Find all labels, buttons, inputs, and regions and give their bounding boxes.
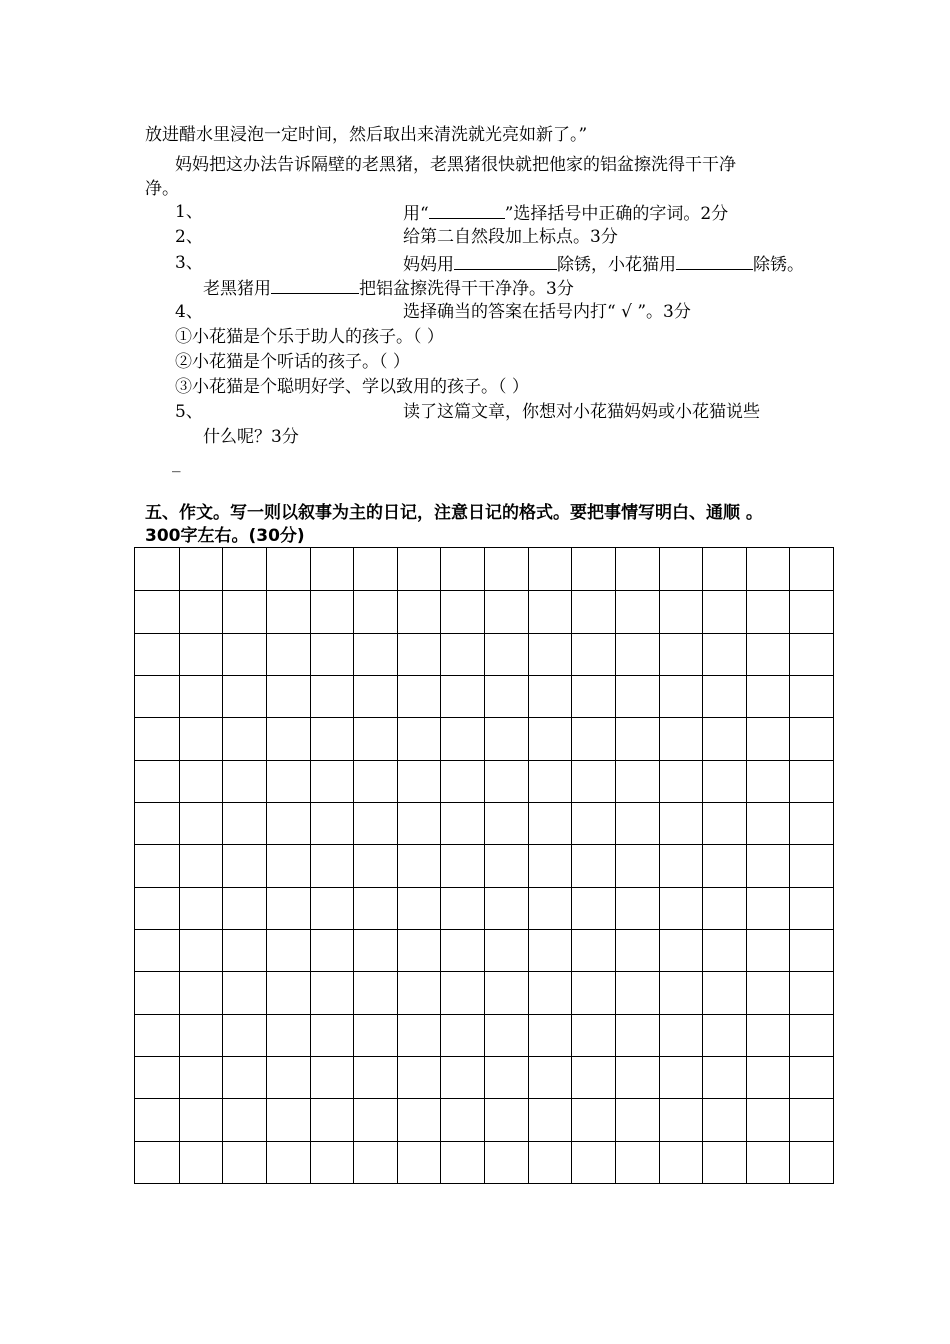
- q5-number: 5、: [175, 402, 203, 422]
- q4-option-3[interactable]: ③小花猫是个聪明好学、学以致用的孩子。（ ）: [175, 377, 529, 397]
- q5-text: 读了这篇文章，你想对小花猫妈妈或小花猫说些: [403, 402, 760, 422]
- q5-line-2: 什么呢？3分: [203, 427, 299, 447]
- q3-text-b: 除锈，小花猫用: [557, 255, 676, 275]
- passage-line-3: 净。: [145, 179, 179, 199]
- q1-blank[interactable]: [429, 201, 505, 219]
- q1-text: [403, 201, 728, 225]
- q2-number: 2、: [175, 227, 203, 247]
- q3-line-2: [203, 276, 574, 300]
- writing-grid-lines: [135, 548, 835, 1185]
- q3-line2-b: 把铝盆擦洗得干干净净。3分: [359, 279, 574, 299]
- q3-blank-2[interactable]: [676, 252, 753, 270]
- q5-answer-line[interactable]: _: [172, 453, 181, 473]
- q1-text-a: 用“: [403, 204, 429, 224]
- q3-number: 3、: [175, 253, 203, 273]
- writing-grid[interactable]: [134, 547, 834, 1184]
- q3-text: [403, 252, 804, 276]
- passage-line-1: 放进醋水里浸泡一定时间，然后取出来清洗就光亮如新了。”: [145, 125, 588, 145]
- passage-line-2: 妈妈把这办法告诉隔壁的老黑猪，老黑猪很快就把他家的铝盆擦洗得干干净: [175, 155, 736, 175]
- composition-prompt-line-2: 300字左右。(30分): [145, 526, 305, 546]
- q4-option-2[interactable]: ②小花猫是个听话的孩子。（ ）: [175, 352, 410, 372]
- q4-number: 4、: [175, 302, 203, 322]
- q3-line2-a: 老黑猪用: [203, 279, 271, 299]
- q3-blank-1[interactable]: [454, 252, 557, 270]
- composition-prompt-line-1: 五、作文。写一则以叙事为主的日记，注意日记的格式。要把事情写明白、通顺 。: [145, 503, 763, 523]
- q3-blank-3[interactable]: [271, 276, 359, 294]
- q3-text-c: 除锈。: [753, 255, 804, 275]
- q2-text: 给第二自然段加上标点。3分: [403, 227, 618, 247]
- q1-text-b: ”选择括号中正确的字词。2分: [504, 204, 729, 224]
- q4-option-1[interactable]: ①小花猫是个乐于助人的孩子。（ ）: [175, 327, 444, 347]
- q3-text-a: 妈妈用: [403, 255, 454, 275]
- q1-number: 1、: [175, 202, 203, 222]
- q4-text: 选择确当的答案在括号内打“ √ ”。3分: [403, 302, 691, 322]
